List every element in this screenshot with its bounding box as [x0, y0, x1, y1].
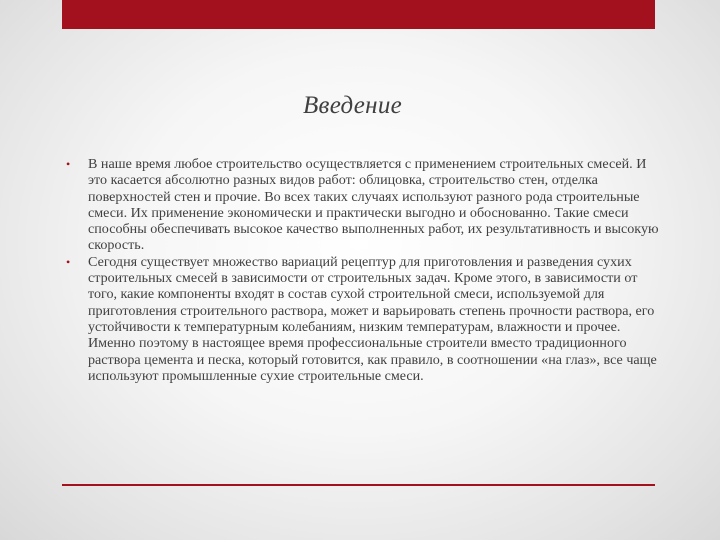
top-accent-band	[62, 0, 655, 29]
slide-title	[0, 92, 700, 120]
bottom-divider	[62, 484, 655, 486]
bullet-list	[62, 156, 662, 384]
slide-title-text: Введение	[302, 92, 403, 119]
bullet-icon: •	[66, 254, 71, 269]
slide-body	[62, 156, 662, 384]
bullet-text: Сегодня существует множество вариаций рецептур для приготовления и разведения сухих строительных смесей в зависимости от строительных задач. Кроме этого, в зависимости от того, какие компоненты входят в состав сухой строительной смеси, используемой для приготовления строительного раствора, может и варьировать степень прочности раствора, его устойчивости к температурным колебаниям, низким температурам, влажности и прочее. Именно поэтому в настоящее время профессиональные строители вместо традиционного раствора цемента и песка, который готовится, как правило, в соотношении «на глаз», все чаще используют промышленные сухие строительные смеси.	[88, 253, 657, 384]
bullet-item	[62, 156, 662, 254]
bullet-icon: •	[66, 157, 71, 171]
bullet-item	[62, 254, 662, 384]
bullet-text: В наше время любое строительство осуществляется с применением строительных смесей. И это касается абсолютно разных видов работ: облицовка, строительство стен, отделка поверхностей стен и прочие. Во всех таких случаях используют разного рода строительные смеси. Их применение экономически и практически выгодно и обоснованно. Такие смеси способны обеспечивать высокое качество выполненных работ, их результативность и высокую скорость.	[88, 156, 659, 254]
